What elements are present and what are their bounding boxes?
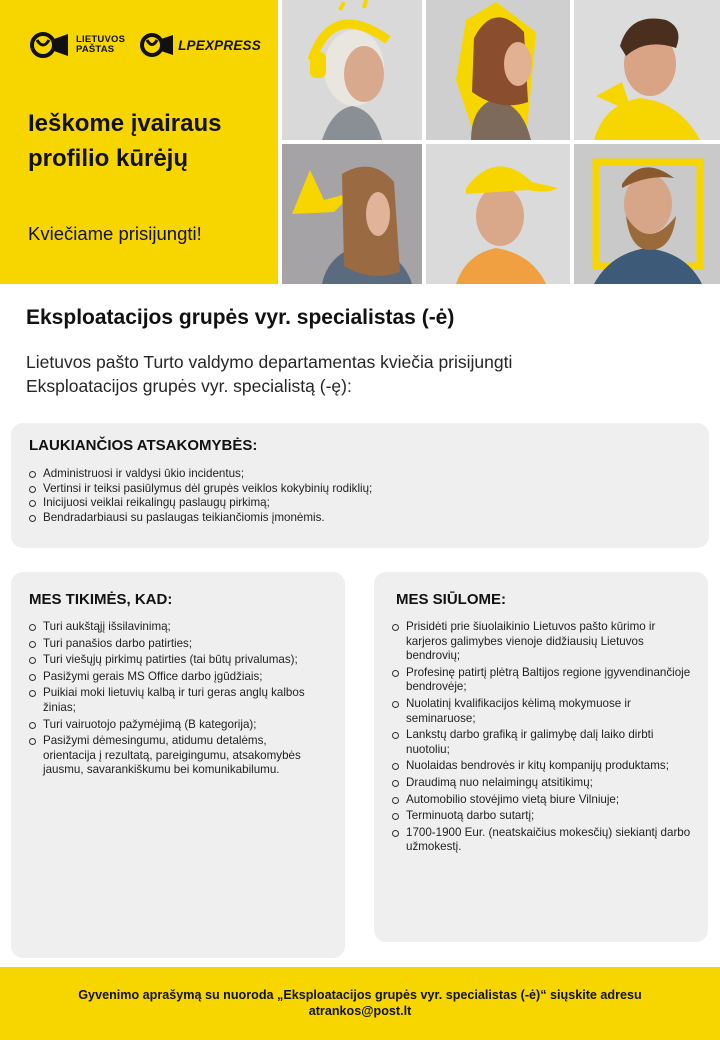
offers-list xyxy=(392,620,692,857)
lpexpress-horn-icon xyxy=(139,31,175,59)
hero-title-line-2: profilio kūrėjų xyxy=(28,145,189,172)
list-item: 1700-1900 Eur. (neatskaičius mokesčių) siekiantį darbo užmokestį. xyxy=(392,826,692,855)
circle-bullet-icon xyxy=(29,722,36,729)
footer-banner xyxy=(0,967,720,1040)
circle-bullet-icon xyxy=(29,690,36,697)
circle-bullet-icon xyxy=(29,515,36,522)
job-title: Eksploatacijos grupės vyr. specialistas (-ė) xyxy=(26,306,455,329)
photo-grid xyxy=(278,0,720,284)
list-item: Administruosi ir valdysi ūkio incidentus; xyxy=(29,467,699,482)
job-intro xyxy=(26,350,666,398)
hero-title xyxy=(28,106,221,176)
hero-subtitle: Kviečiame prisijungti! xyxy=(28,223,202,244)
expectations-heading: MES TIKIMĖS, KAD: xyxy=(29,591,173,608)
list-item: Inicijuosi veiklai reikalingų paslaugų pirkimą; xyxy=(29,496,699,511)
circle-bullet-icon xyxy=(29,486,36,493)
list-item: Turi viešųjų pirkimų patirties (tai būtų privalumas); xyxy=(29,653,319,668)
offers-heading: MES SIŪLOME: xyxy=(396,591,507,608)
photo-woman-arrow xyxy=(282,144,422,284)
circle-bullet-icon xyxy=(392,763,399,770)
list-item: Lankstų darbo grafiką ir galimybę dalį laiko dirbti nuotoliu; xyxy=(392,728,692,757)
job-intro-line-1: Lietuvos pašto Turto valdymo departamentas kviečia prisijungti xyxy=(26,352,513,372)
offers-box xyxy=(374,572,708,942)
list-item: Turi vairuotojo pažymėjimą (B kategorija); xyxy=(29,718,319,733)
responsibilities-box xyxy=(11,423,709,548)
circle-bullet-icon xyxy=(29,738,36,745)
list-item: Profesinę patirtį plėtrą Baltijos regione įgyvendinančioje bendrovėje; xyxy=(392,666,692,695)
list-item: Prisidėti prie šiuolaikinio Lietuvos pašto kūrimo ir karjeros galimybes vienoje didžiausių Lietuvos bendrovių; xyxy=(392,620,692,664)
circle-bullet-icon xyxy=(392,830,399,837)
list-item: Automobilio stovėjimo vietą biure Vilniuje; xyxy=(392,793,692,808)
circle-bullet-icon xyxy=(392,797,399,804)
responsibilities-heading: LAUKIANČIOS ATSAKOMYBĖS: xyxy=(29,437,258,454)
circle-bullet-icon xyxy=(392,701,399,708)
lpexpress-logo xyxy=(139,31,261,59)
list-item: Turi panašios darbo patirties; xyxy=(29,637,319,652)
footer-email[interactable]: atrankos@post.lt xyxy=(308,1004,412,1018)
footer-text xyxy=(20,987,700,1019)
photo-man-beard xyxy=(574,144,720,284)
logos xyxy=(28,30,261,60)
list-item: Puikiai moki lietuvių kalbą ir turi geras anglų kalbos žinias; xyxy=(29,686,319,715)
circle-bullet-icon xyxy=(392,780,399,787)
list-item: Turi aukštąjį išsilavinimą; xyxy=(29,620,319,635)
circle-bullet-icon xyxy=(392,624,399,631)
responsibilities-list xyxy=(29,467,699,525)
circle-bullet-icon xyxy=(29,674,36,681)
expectations-box xyxy=(11,572,345,958)
circle-bullet-icon xyxy=(29,641,36,648)
list-item: Nuolaidas bendrovės ir kitų kompanijų produktams; xyxy=(392,759,692,774)
circle-bullet-icon xyxy=(29,657,36,664)
list-item: Bendradarbiausi su paslaugas teikiančiomis įmonėmis. xyxy=(29,511,699,526)
circle-bullet-icon xyxy=(29,500,36,507)
footer-instruction: Gyvenimo aprašymą su nuoroda „Eksploatacijos grupės vyr. specialistas (-ė)“ siųskite adresu xyxy=(78,988,642,1002)
photo-man-curly xyxy=(574,0,720,140)
hero-yellow-panel xyxy=(0,0,278,284)
hero-banner xyxy=(0,0,720,284)
list-item: Terminuotą darbo sutartį; xyxy=(392,809,692,824)
circle-bullet-icon xyxy=(392,670,399,677)
hero-title-line-1: Ieškome įvairaus xyxy=(28,110,222,137)
list-item: Nuolatinį kvalifikacijos kėlimą mokymuose ir seminaruose; xyxy=(392,697,692,726)
photo-woman-headphones xyxy=(282,0,422,140)
circle-bullet-icon xyxy=(29,624,36,631)
lpexpress-wordmark: LPEXPRESS xyxy=(178,37,261,53)
photo-woman-profile xyxy=(426,0,570,140)
job-intro-line-2: Eksploatacijos grupės vyr. specialistą (-ę): xyxy=(26,376,352,396)
circle-bullet-icon xyxy=(392,813,399,820)
circle-bullet-icon xyxy=(392,732,399,739)
lietuvos-pastas-logo xyxy=(28,30,125,60)
list-item: Vertinsi ir teiksi pasiūlymus dėl grupės veiklos kokybinių rodiklių; xyxy=(29,482,699,497)
list-item: Pasižymi gerais MS Office darbo įgūdžiais; xyxy=(29,670,319,685)
list-item: Pasižymi dėmesingumu, atidumu detalėms, orientacija į rezultatą, pareigingumu, atsakomybės jausmu, savarankiškumu bei komunikabilumu. xyxy=(29,734,319,778)
lietuvos-pastas-wordmark: LIETUVOS PAŠTAS xyxy=(76,34,126,55)
post-horn-icon xyxy=(28,30,72,60)
circle-bullet-icon xyxy=(29,471,36,478)
photo-man-cap xyxy=(426,144,570,284)
expectations-list xyxy=(29,620,319,780)
list-item: Draudimą nuo nelaimingų atsitikimų; xyxy=(392,776,692,791)
